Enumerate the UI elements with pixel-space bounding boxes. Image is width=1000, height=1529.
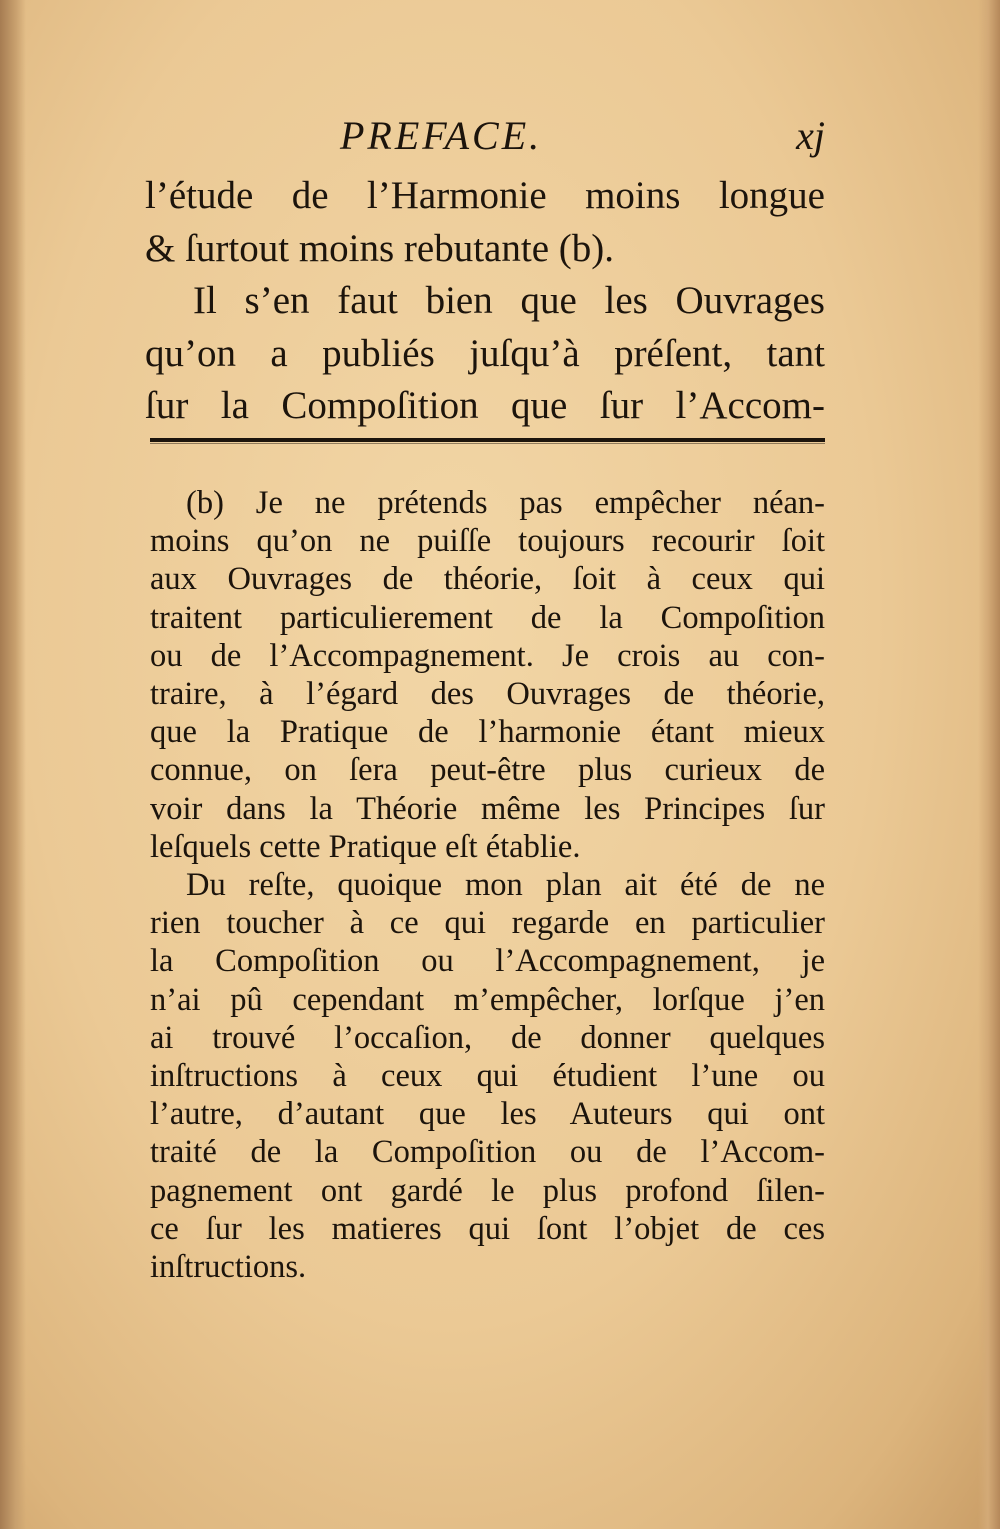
footnote-line: traire, à l’égard des Ouvrages de théorie, xyxy=(150,676,825,713)
footnote-line: inſtructions. xyxy=(150,1249,307,1286)
text-line: & ſurtout moins rebutante (b). xyxy=(145,226,614,270)
main-text xyxy=(145,170,825,433)
footnote-line: inſtructions à ceux qui étudient l’une ou xyxy=(150,1058,825,1095)
footnote-line: ai trouvé l’occaſion, de donner quelques xyxy=(150,1019,825,1056)
text-line: Il s’en faut bien que les Ouvrages xyxy=(193,279,825,322)
footnote-line: voir dans la Théorie même les Principes ſur xyxy=(150,790,825,827)
footnote-line: l’autre, d’autant que les Auteurs qui ont xyxy=(150,1096,825,1133)
footnote-line: rien toucher à ce qui regarde en particulier xyxy=(150,905,825,942)
footnote-line: n’ai pû cependant m’empêcher, lorſque j’en xyxy=(150,981,825,1018)
footnote-separator-rule xyxy=(150,438,825,442)
page-header xyxy=(145,112,825,162)
footnote-line: aux Ouvrages de théorie, ſoit à ceux qui xyxy=(150,561,825,598)
footnote-line: (b) Je ne prétends pas empêcher néan- xyxy=(186,485,825,521)
footnote-line: traité de la Compoſition ou de l’Accom- xyxy=(150,1134,825,1171)
footnote-line: ce ſur les matieres qui ſont l’objet de ces xyxy=(150,1210,825,1247)
footnote-line: pagnement ont gardé le plus profond ſilen- xyxy=(150,1172,825,1209)
page-edge-right xyxy=(978,0,1000,1529)
page-edge-left xyxy=(0,0,26,1529)
footnote xyxy=(150,484,825,1286)
text-line: qu’on a publiés juſqu’à préſent, tant xyxy=(145,331,825,375)
page-number: xj xyxy=(796,113,825,158)
text-line: ſur la Compoſition que ſur l’Accom- xyxy=(145,384,825,427)
text-line: l’étude de l’Harmonie moins longue xyxy=(145,174,825,217)
footnote-line: que la Pratique de l’harmonie étant mieux xyxy=(150,714,825,751)
footnote-line: leſquels cette Pratique eſt établie. xyxy=(150,828,581,865)
footnote-line: traitent particulierement de la Compoſition xyxy=(150,599,825,636)
footnote-line: moins qu’on ne puiſſe toujours recourir ſoit xyxy=(150,523,825,560)
running-title: PREFACE. xyxy=(340,113,543,158)
footnote-line: connue, on ſera peut-être plus curieux de xyxy=(150,752,825,789)
footnote-line: ou de l’Accompagnement. Je crois au con- xyxy=(150,637,825,674)
footnote-line: Du reſte, quoique mon plan ait été de ne xyxy=(186,867,825,904)
footnote-line: la Compoſition ou l’Accompagnement, je xyxy=(150,943,825,980)
